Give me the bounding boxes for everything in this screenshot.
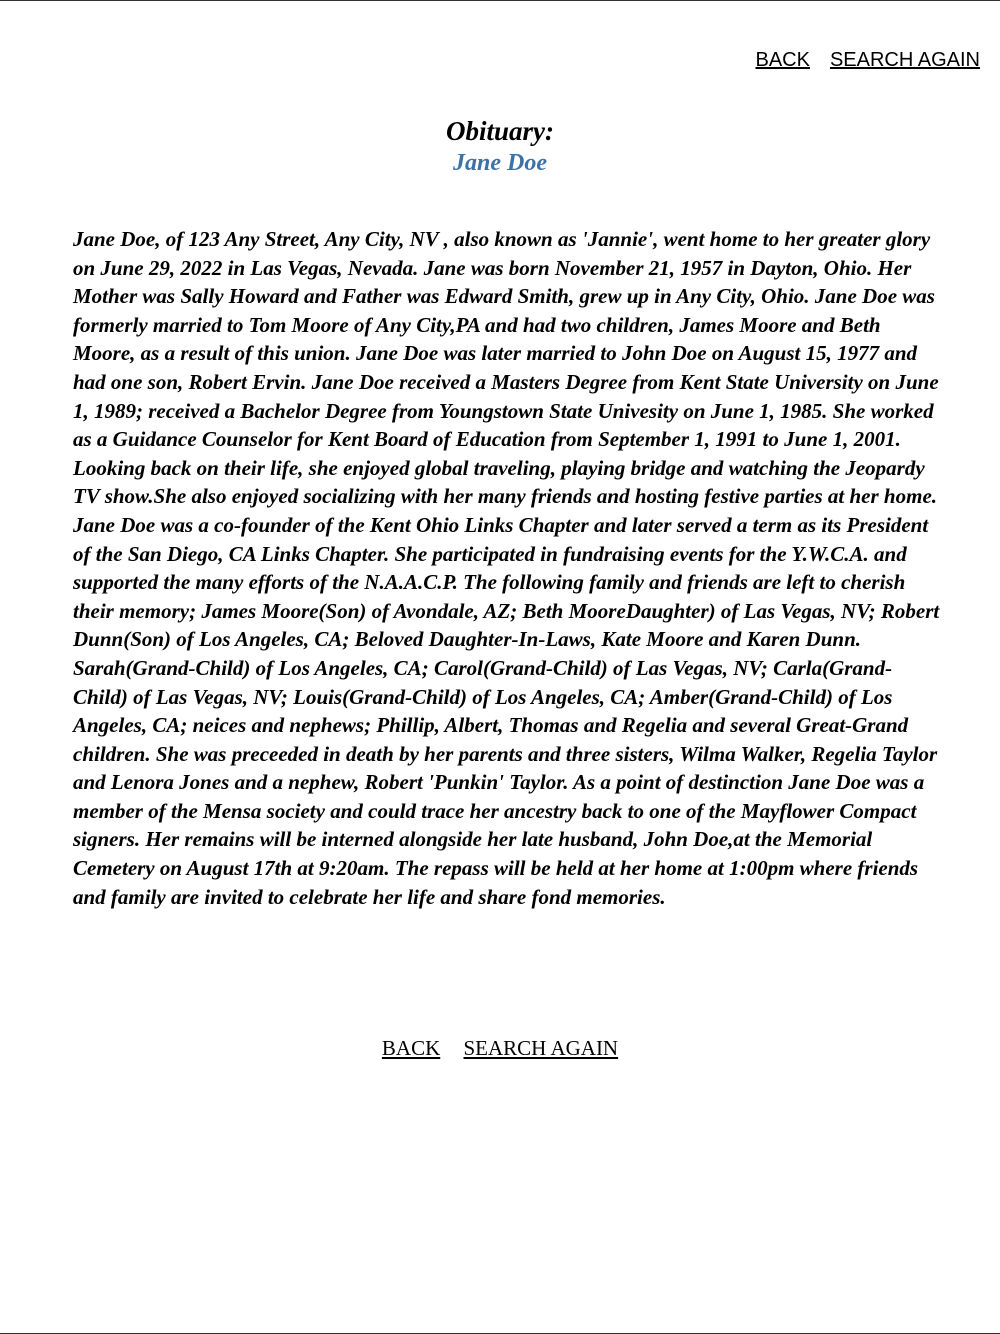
obituary-heading-label: Obituary: — [446, 116, 554, 146]
top-nav — [735, 49, 980, 72]
search-again-link-bottom[interactable]: SEARCH AGAIN — [463, 1036, 619, 1060]
search-again-link-top[interactable]: SEARCH AGAIN — [829, 49, 980, 71]
back-link-top[interactable]: BACK — [755, 49, 810, 71]
bottom-nav — [0, 1036, 1000, 1061]
deceased-name: Jane Doe — [453, 150, 547, 176]
obituary-heading — [0, 115, 1000, 179]
obituary-text: Jane Doe, of 123 Any Street, Any City, NV , also known as 'Jannie', went home to her greater glory on June 29, 2022 in Las Vegas, Nevada. Jane was born November 21, 1957 in Dayton, Ohio. Her Mother was Sally Howard and Father was Edward Smith, grew up in Any City, Ohio. Jane Doe was formerly married to Tom Moore of Any City,PA and had two children, James Moore and Beth Moore, as a result of this union. Jane Doe was later married to John Doe on August 15, 1977 and had one son, Robert Ervin. Jane Doe received a Masters Degree from Kent State University on June 1, 1989; received a Bachelor Degree from Youngstown State Univesity on June 1, 1985. She worked as a Guidance Counselor for Kent Board of Education from September 1, 1991 to June 1, 2001. Looking back on their life, she enjoyed global traveling, playing bridge and watching the Jeopardy TV show.She also enjoyed socializing with her many friends and hosting festive parties at her home. Jane Doe was a co-founder of the Kent Ohio Links Chapter and later served a term as its President of the San Diego, CA Links Chapter. She participated in fundraising events for the Y.W.C.A. and supported the many efforts of the N.A.A.C.P. The following family and friends are left to cherish their memory; James Moore(Son) of Avondale, AZ; Beth MooreDaughter) of Las Vegas, NV; Robert Dunn(Son) of Los Angeles, CA; Beloved Daughter-In-Laws, Kate Moore and Karen Dunn. Sarah(Grand-Child) of Los Angeles, CA; Carol(Grand-Child) of Las Vegas, NV; Carla(Grand-Child) of Las Vegas, NV; Louis(Grand-Child) of Los Angeles, CA; Amber(Grand-Child) of Los Angeles, CA; neices and nephews; Phillip, Albert, Thomas and Regelia and several Great-Grand children. She was preceeded in death by her parents and three sisters, Wilma Walker, Regelia Taylor and Lenora Jones and a nephew, Robert 'Punkin' Taylor. As a point of destinction Jane Doe was a member of the Mensa society and could trace her ancestry back to one of the Mayflower Compact signers. Her remains will be interned alongside her late husband, John Doe,at the Memorial Cemetery on August 17th at 9:20am. The repass will be held at her home at 1:00pm where friends and family are invited to celebrate her life and share fond memories. — [73, 227, 940, 909]
back-link-bottom[interactable]: BACK — [381, 1036, 441, 1060]
